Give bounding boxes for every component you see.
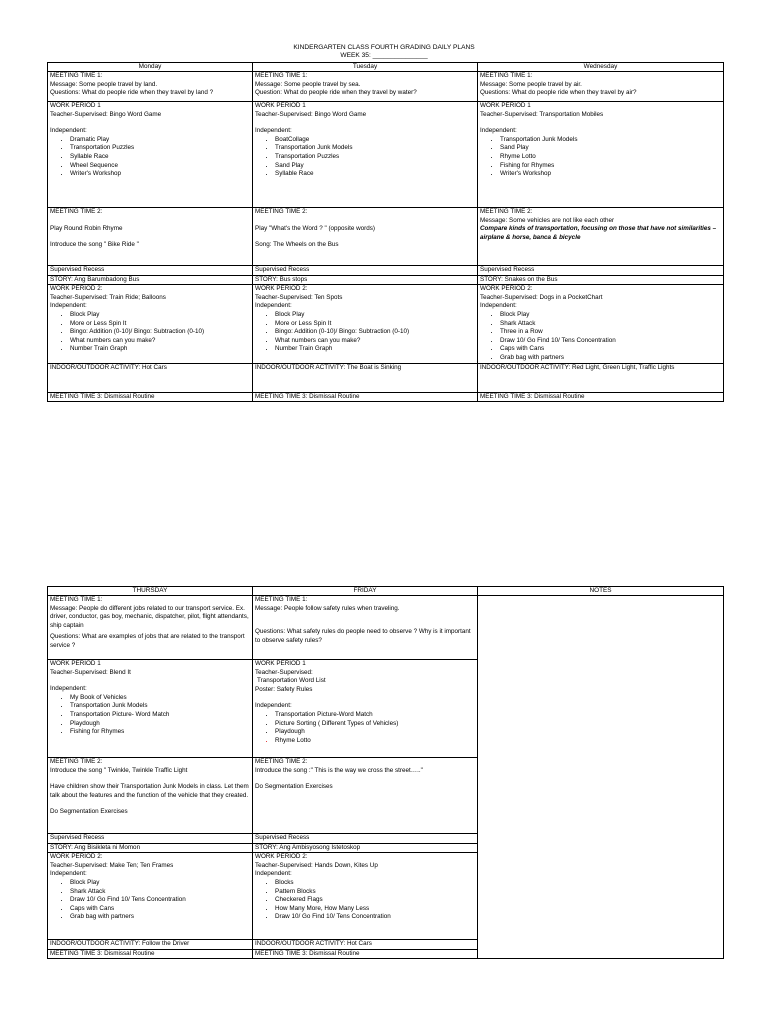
question: Questions: What do people ride when they travel by land ? (50, 89, 214, 97)
independent-list (50, 136, 250, 179)
label: MEETING TIME 2: (255, 208, 308, 215)
week-label: WEEK 35: _______________ (340, 52, 428, 59)
list-item: • Draw 10/ Go Find 10/ Tens Concentration (70, 896, 250, 905)
list-item: • Sand Play (500, 144, 721, 153)
thursday-work-period-1 (48, 660, 253, 758)
tuesday-work-period-2 (253, 285, 478, 363)
label: MEETING TIME 1: (255, 596, 308, 603)
tuesday-work-period-1 (253, 102, 478, 208)
activity: Introduce the song :" This is the way we cross the street….." (255, 766, 423, 774)
list-item: • Transportation Puzzles (70, 144, 250, 153)
teacher-activity: Poster: Safety Rules (255, 685, 313, 693)
monday-meeting-time-3: MEETING TIME 3: Dismissal Routine (48, 392, 253, 402)
list-item: • Fishing for Rhymes (70, 728, 250, 737)
friday-recess: Supervised Recess (253, 834, 478, 844)
list-item: • Wheel Sequence (70, 162, 250, 171)
list-item: • BoatCollage (275, 136, 475, 145)
wednesday-meeting-time-2 (478, 208, 724, 266)
thursday-meeting-time-3: MEETING TIME 3: Dismissal Routine (48, 949, 253, 959)
list-item: • Number Train Graph (70, 345, 250, 354)
list-item: • Playdough (275, 728, 475, 737)
label: WORK PERIOD 1 (255, 660, 306, 667)
list-item: • Syllable Race (70, 153, 250, 162)
activity: Play Round Robin Rhyme (50, 224, 123, 232)
teacher-supervised: Teacher-Supervised: Bingo Word Game (255, 110, 367, 118)
question: Questions: What do people ride when they travel by air? (480, 89, 637, 97)
monday-meeting-time-2 (48, 208, 253, 266)
independent-label: Independent: (255, 302, 292, 310)
teacher-supervised: Teacher-Supervised: Dogs in a PocketChart (480, 293, 603, 301)
label: WORK PERIOD 1 (50, 660, 101, 667)
list-item: • Rhyme Lotto (275, 737, 475, 746)
list-item: • More or Less Spin It (275, 320, 475, 329)
monday-work-period-2 (48, 285, 253, 363)
independent-label: Independent: (50, 127, 87, 135)
list-item: • Three in a Row (500, 328, 721, 337)
friday-meeting-time-2 (253, 758, 478, 834)
teacher-supervised: Teacher-Supervised: Transportation Mobiles (480, 110, 604, 118)
day-header-wednesday: Wednesday (478, 63, 724, 72)
list-item: • Caps with Cans (70, 905, 250, 914)
tuesday-meeting-time-2 (253, 208, 478, 266)
independent-label: Independent: (480, 302, 517, 310)
list-item: • Shark Attack (70, 888, 250, 897)
label: MEETING TIME 1: (255, 72, 308, 79)
question: Questions: What are examples of jobs that are related to the transport service ? (50, 633, 245, 649)
list-item: • Fishing for Rhymes (500, 162, 721, 171)
wednesday-work-period-2 (478, 285, 724, 363)
question: Question: What do people ride when they travel by water? (255, 89, 417, 97)
tuesday-meeting-time-3: MEETING TIME 3: Dismissal Routine (253, 392, 478, 402)
tuesday-meeting-time-1 (253, 72, 478, 102)
label: MEETING TIME 1: (480, 72, 533, 79)
page-title: KINDERGARTEN CLASS FOURTH GRADING DAILY PLANS (293, 44, 475, 51)
list-item: • Transportation Puzzles (275, 153, 475, 162)
wednesday-meeting-time-1 (478, 72, 724, 102)
list-item: • Bingo: Addition (0-10)/ Bingo: Subtraction (0-10) (275, 328, 475, 337)
day-header-monday: Monday (48, 63, 253, 72)
list-item: • Syllable Race (275, 170, 475, 179)
list-item: • My Book of Vehicles (70, 694, 250, 703)
list-item: • Grab bag with partners (70, 913, 250, 922)
message: Message: Some people travel by land. (50, 80, 158, 88)
message: Message: People do different jobs related to our transport service. Ex. driver, conductor, gas boy, mechanic, dispatcher, pilot, flight attendants, ship captain (50, 604, 249, 629)
label: WORK PERIOD 2: (255, 285, 308, 293)
label: MEETING TIME 1: (50, 596, 103, 603)
list-item: • Bingo: Addition (0-10)/ Bingo: Subtraction (0-10) (70, 328, 250, 337)
list-item: • How Many More, How Many Less (275, 905, 475, 914)
teacher-supervised: Teacher-Supervised: Bingo Word Game (50, 110, 162, 118)
independent-label: Independent: (255, 702, 292, 710)
list-item: • Block Play (70, 311, 250, 320)
list-item: • Sand Play (275, 162, 475, 171)
independent-list (50, 694, 250, 737)
list-item: • Block Play (500, 311, 721, 320)
label: WORK PERIOD 1 (50, 102, 101, 109)
label: WORK PERIOD 2: (255, 853, 308, 861)
list-item: • Dramatic Play (70, 136, 250, 145)
activity: Do Segmentation Exercises (255, 783, 333, 791)
friday-story: STORY: Ang Ambisyosong Istetoskop (253, 843, 478, 853)
list-item: • Caps with Cans (500, 345, 721, 354)
label: WORK PERIOD 2: (50, 853, 103, 861)
thursday-work-period-2 (48, 853, 253, 940)
wednesday-outdoor-activity: INDOOR/OUTDOOR ACTIVITY: Red Light, Green Light, Traffic Lights (478, 363, 724, 392)
message: Message: Some vehicles are not like each other (480, 216, 615, 224)
message: Message: People follow safety rules when traveling. (255, 604, 400, 612)
list-item: • Block Play (70, 879, 250, 888)
list-item: • Transportation Junk Models (500, 136, 721, 145)
wednesday-meeting-time-3: MEETING TIME 3: Dismissal Routine (478, 392, 724, 402)
thursday-outdoor-activity: INDOOR/OUTDOOR ACTIVITY: Follow the Driver (48, 940, 253, 950)
day-header-friday: FRIDAY (253, 587, 478, 596)
independent-list (480, 311, 721, 363)
message: Message: Some people travel by sea. (255, 80, 361, 88)
independent-list (480, 136, 721, 179)
compare-note: Compare kinds of transportation, focusing on those that have not similarities – airplane & horse, banca & bicycle (480, 225, 717, 241)
activity: Song: The Wheels on the Bus (255, 241, 339, 249)
label: MEETING TIME 2: (255, 758, 308, 765)
list-item: • Block Play (275, 311, 475, 320)
notes-area[interactable] (478, 596, 724, 959)
tuesday-story: STORY: Bus stops (253, 275, 478, 285)
list-item: • What numbers can you make? (275, 337, 475, 346)
independent-label: Independent: (255, 870, 292, 878)
list-item: • Writer's Workshop (500, 170, 721, 179)
label: MEETING TIME 2: (480, 208, 533, 215)
monday-meeting-time-1 (48, 72, 253, 102)
monday-outdoor-activity: INDOOR/OUTDOOR ACTIVITY: Hot Cars (48, 363, 253, 392)
notes-header: NOTES (478, 587, 724, 596)
list-item: • Checkered Flags (275, 896, 475, 905)
activity: Play "What's the Word ? " (opposite words) (255, 224, 375, 232)
teacher-supervised: Teacher-Supervised: Blend It (50, 668, 131, 676)
independent-label: Independent: (50, 302, 87, 310)
teacher-supervised: Teacher-Supervised: Hands Down, Kites Up (255, 861, 378, 869)
message: Message: Some people travel by air. (480, 80, 582, 88)
independent-label: Independent: (50, 870, 87, 878)
plan-table-week-thu-fri (47, 586, 724, 959)
activity: Do Segmentation Exercises (50, 808, 128, 816)
monday-story: STORY: Ang Barumbadong Bus (48, 275, 253, 285)
label: MEETING TIME 1: (50, 72, 103, 79)
activity: Introduce the song " Bike Ride " (50, 241, 139, 249)
thursday-meeting-time-2 (48, 758, 253, 834)
wednesday-work-period-1 (478, 102, 724, 208)
label: WORK PERIOD 1 (255, 102, 306, 109)
list-item: • Transportation Picture-Word Match (275, 711, 475, 720)
monday-recess: Supervised Recess (48, 266, 253, 276)
activity: Have children show their Transportation Junk Models in class. Let them talk about the features and the function of the vehicle that they created. (50, 783, 249, 799)
teacher-activity: Transportation Word List (257, 677, 326, 685)
list-item: • Transportation Picture- Word Match (70, 711, 250, 720)
friday-meeting-time-1 (253, 596, 478, 660)
list-item: • Writer's Workshop (70, 170, 250, 179)
independent-list (255, 311, 475, 354)
list-item: • Transportation Junk Models (275, 144, 475, 153)
list-item: • Number Train Graph (275, 345, 475, 354)
wednesday-story: STORY: Snakes on the Bus (478, 275, 724, 285)
list-item: • Rhyme Lotto (500, 153, 721, 162)
friday-work-period-1 (253, 660, 478, 758)
plan-table-week-mon-wed (47, 62, 724, 402)
independent-list (255, 879, 475, 922)
list-item: • Transportation Junk Models (70, 702, 250, 711)
label: WORK PERIOD 2: (480, 285, 533, 293)
teacher-supervised: Teacher-Supervised: Train Ride; Balloons (50, 293, 166, 301)
label: MEETING TIME 2: (50, 758, 103, 765)
independent-list (255, 136, 475, 179)
list-item: • Pattern Blocks (275, 888, 475, 897)
tuesday-outdoor-activity: INDOOR/OUTDOOR ACTIVITY: The Boat is Sinking (253, 363, 478, 392)
teacher-supervised: Teacher-Supervised: Make Ten; Ten Frames (50, 861, 174, 869)
thursday-recess: Supervised Recess (48, 834, 253, 844)
thursday-story: STORY: Ang Bisikleta ni Momon (48, 843, 253, 853)
friday-meeting-time-3: MEETING TIME 3: Dismissal Routine (253, 949, 478, 959)
list-item: • Draw 10/ Go Find 10/ Tens Concentration (500, 337, 721, 346)
independent-list (50, 879, 250, 922)
independent-label: Independent: (50, 685, 87, 693)
list-item: • Picture Sorting ( Different Types of Vehicles) (275, 720, 475, 729)
activity: Introduce the song " Twinkle, Twinkle Traffic Light (50, 766, 188, 774)
list-item: • Shark Attack (500, 320, 721, 329)
list-item: • Blocks (275, 879, 475, 888)
independent-list (50, 311, 250, 354)
independent-label: Independent: (255, 127, 292, 135)
list-item: • Grab bag with partners (500, 354, 721, 363)
tuesday-recess: Supervised Recess (253, 266, 478, 276)
friday-work-period-2 (253, 853, 478, 940)
wednesday-recess: Supervised Recess (478, 266, 724, 276)
independent-list (255, 711, 475, 745)
friday-outdoor-activity: INDOOR/OUTDOOR ACTIVITY: Hot Cars (253, 940, 478, 950)
day-header-thursday: THURSDAY (48, 587, 253, 596)
day-header-tuesday: Tuesday (253, 63, 478, 72)
independent-label: Independent: (480, 127, 517, 135)
list-item: • Draw 10/ Go Find 10/ Tens Concentration (275, 913, 475, 922)
list-item: • More or Less Spin It (70, 320, 250, 329)
teacher-supervised: Teacher-Supervised: (255, 668, 313, 676)
monday-work-period-1 (48, 102, 253, 208)
list-item: • Playdough (70, 720, 250, 729)
label: WORK PERIOD 2: (50, 285, 103, 293)
label: MEETING TIME 2: (50, 208, 103, 215)
question: Questions: What safety rules do people need to observe ? Why is it important to observe safety rules? (255, 628, 471, 644)
list-item: • What numbers can you make? (70, 337, 250, 346)
teacher-supervised: Teacher-Supervised: Ten Spots (255, 293, 343, 301)
thursday-meeting-time-1 (48, 596, 253, 660)
label: WORK PERIOD 1 (480, 102, 531, 109)
